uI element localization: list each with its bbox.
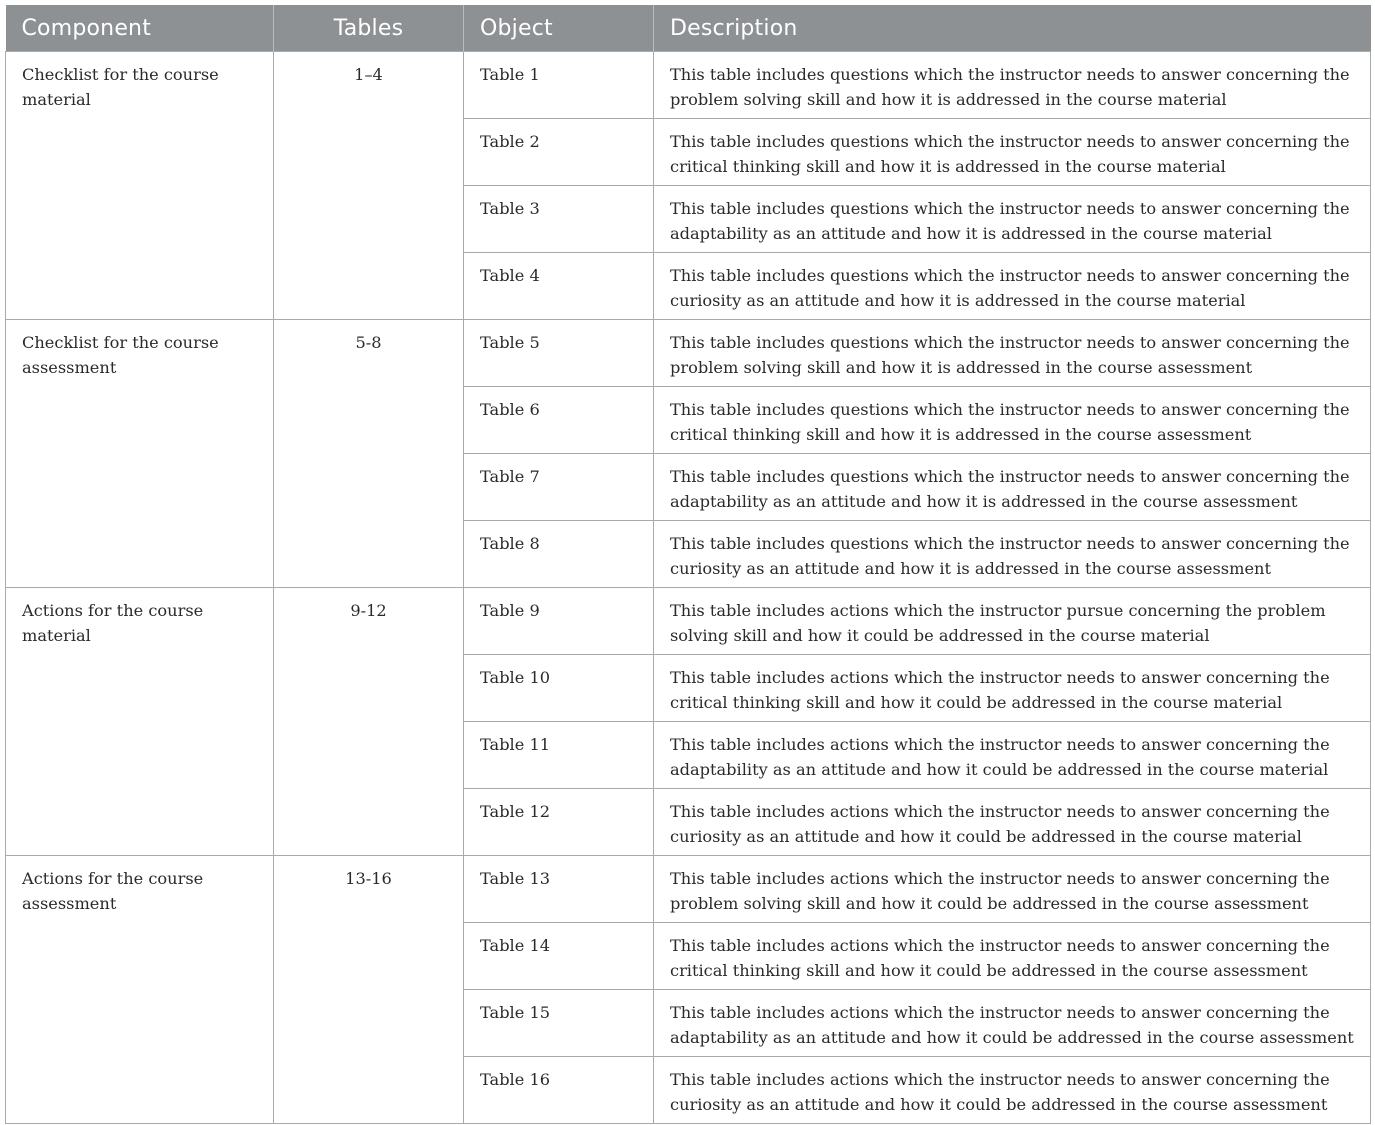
header-row xyxy=(6,5,1371,52)
object-cell: Table 13 xyxy=(464,856,654,923)
object-cell: Table 9 xyxy=(464,588,654,655)
table-row xyxy=(6,320,1371,387)
object-cell: Table 15 xyxy=(464,990,654,1057)
description-cell: This table includes questions which the instructor needs to answer concerning the critical thinking skill and how it is addressed in the course material xyxy=(654,119,1371,186)
tables-range-cell: 9-12 xyxy=(274,588,464,856)
table-row xyxy=(6,52,1371,119)
description-cell: This table includes questions which the instructor needs to answer concerning the problem solving skill and how it is addressed in the course material xyxy=(654,52,1371,119)
object-cell: Table 12 xyxy=(464,789,654,856)
component-cell: Actions for the course material xyxy=(6,588,274,856)
description-cell: This table includes actions which the instructor needs to answer concerning the adaptability as an attitude and how it could be addressed in the course assessment xyxy=(654,990,1371,1057)
object-cell: Table 5 xyxy=(464,320,654,387)
header-description: Description xyxy=(654,5,1371,52)
header-object: Object xyxy=(464,5,654,52)
table-body xyxy=(6,52,1371,1124)
description-cell: This table includes questions which the instructor needs to answer concerning the adaptability as an attitude and how it is addressed in the course material xyxy=(654,186,1371,253)
object-cell: Table 11 xyxy=(464,722,654,789)
tables-range-cell: 5-8 xyxy=(274,320,464,588)
description-cell: This table includes actions which the instructor needs to answer concerning the critical thinking skill and how it could be addressed in the course material xyxy=(654,655,1371,722)
description-cell: This table includes questions which the instructor needs to answer concerning the curiosity as an attitude and how it is addressed in the course material xyxy=(654,253,1371,320)
table-row xyxy=(6,856,1371,923)
component-cell: Checklist for the course material xyxy=(6,52,274,320)
header-component: Component xyxy=(6,5,274,52)
description-cell: This table includes actions which the instructor needs to answer concerning the adaptability as an attitude and how it could be addressed in the course material xyxy=(654,722,1371,789)
object-cell: Table 7 xyxy=(464,454,654,521)
object-cell: Table 3 xyxy=(464,186,654,253)
description-cell: This table includes actions which the instructor needs to answer concerning the curiosity as an attitude and how it could be addressed in the course assessment xyxy=(654,1057,1371,1124)
object-cell: Table 14 xyxy=(464,923,654,990)
description-cell: This table includes actions which the instructor needs to answer concerning the curiosity as an attitude and how it could be addressed in the course material xyxy=(654,789,1371,856)
tables-range-cell: 1–4 xyxy=(274,52,464,320)
object-cell: Table 4 xyxy=(464,253,654,320)
description-cell: This table includes questions which the instructor needs to answer concerning the adaptability as an attitude and how it is addressed in the course assessment xyxy=(654,454,1371,521)
component-cell: Actions for the course assessment xyxy=(6,856,274,1124)
components-table xyxy=(5,5,1371,1124)
object-cell: Table 8 xyxy=(464,521,654,588)
object-cell: Table 10 xyxy=(464,655,654,722)
object-cell: Table 6 xyxy=(464,387,654,454)
table-row xyxy=(6,588,1371,655)
description-cell: This table includes actions which the instructor pursue concerning the problem solving skill and how it could be addressed in the course material xyxy=(654,588,1371,655)
description-cell: This table includes actions which the instructor needs to answer concerning the critical thinking skill and how it could be addressed in the course assessment xyxy=(654,923,1371,990)
component-cell: Checklist for the course assessment xyxy=(6,320,274,588)
object-cell: Table 16 xyxy=(464,1057,654,1124)
description-cell: This table includes questions which the instructor needs to answer concerning the problem solving skill and how it is addressed in the course assessment xyxy=(654,320,1371,387)
tables-range-cell: 13-16 xyxy=(274,856,464,1124)
description-cell: This table includes questions which the instructor needs to answer concerning the critical thinking skill and how it is addressed in the course assessment xyxy=(654,387,1371,454)
header-tables: Tables xyxy=(274,5,464,52)
description-cell: This table includes actions which the instructor needs to answer concerning the problem solving skill and how it could be addressed in the course assessment xyxy=(654,856,1371,923)
object-cell: Table 1 xyxy=(464,52,654,119)
object-cell: Table 2 xyxy=(464,119,654,186)
description-cell: This table includes questions which the instructor needs to answer concerning the curiosity as an attitude and how it is addressed in the course assessment xyxy=(654,521,1371,588)
table-header xyxy=(6,5,1371,52)
